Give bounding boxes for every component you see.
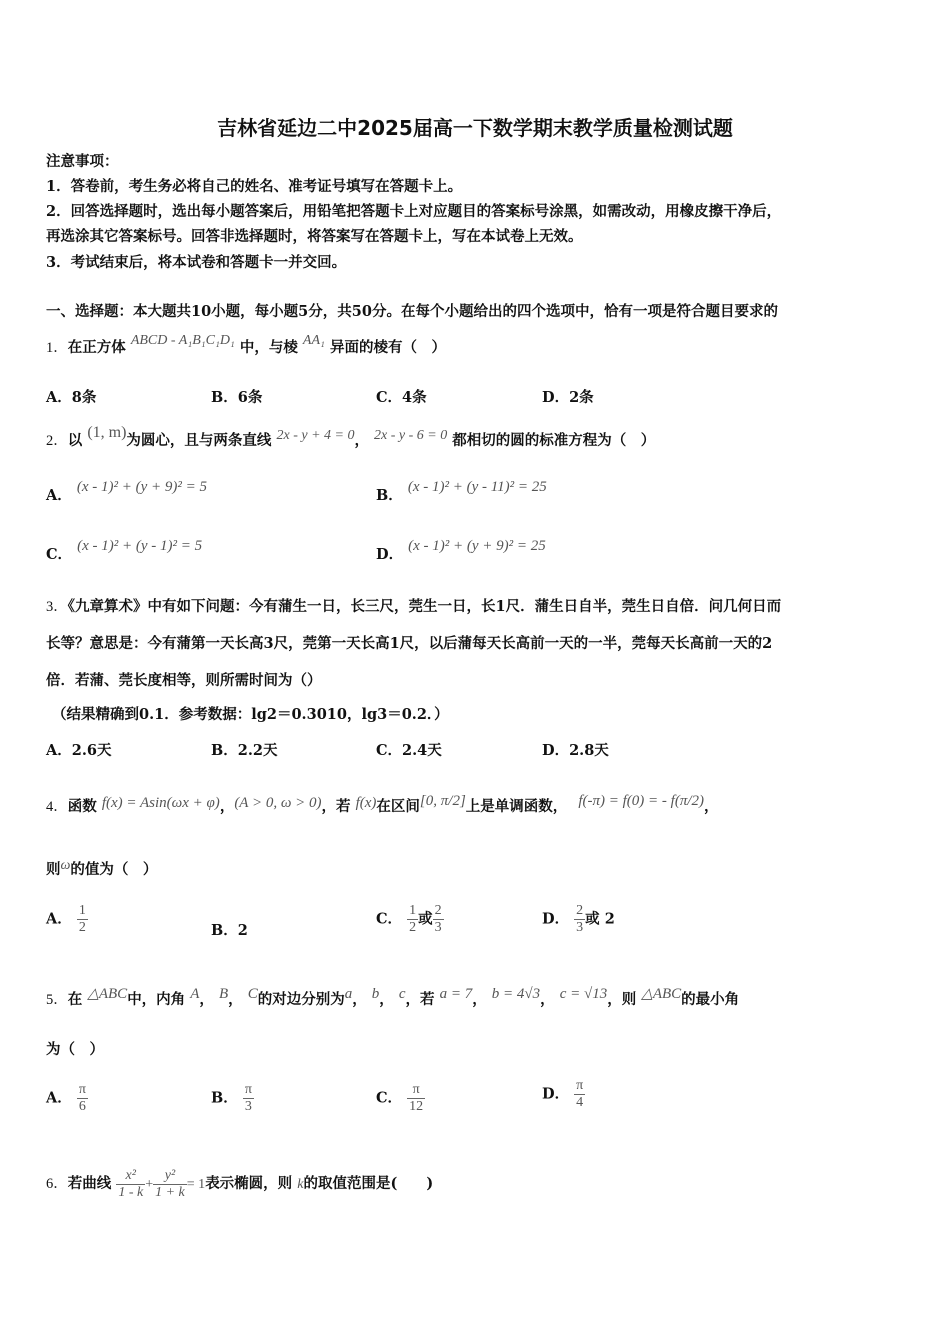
fraction (153, 1168, 187, 1201)
question-number: 1． (46, 340, 68, 356)
question-number: 5． (46, 992, 68, 1008)
q3-option-b: B．2.2天 (211, 742, 278, 759)
numerator: 1 (78, 903, 86, 918)
q4-text-2: ， (219, 798, 235, 815)
fraction (407, 903, 418, 936)
denominator: 2 (409, 920, 417, 935)
denominator: 4 (576, 1095, 584, 1110)
q5-text-1: 在 (67, 991, 83, 1008)
question-3-line-1 (46, 597, 781, 617)
q5-angle-b: B (218, 986, 229, 1002)
q4-equality-expr: f(-π) = f(0) = - f(π/2) (578, 793, 704, 809)
q4-text-6: ， (704, 798, 719, 815)
q1-option-c: C．4条 (376, 389, 427, 406)
comma: ， (228, 991, 243, 1008)
q6-text-1: 若曲线 (67, 1175, 112, 1192)
q1-text-2: 中，与棱 (239, 339, 298, 356)
q5-angle-c: C (247, 986, 258, 1002)
denominator: 1 - k (118, 1184, 144, 1200)
denominator: 1 + k (155, 1184, 185, 1200)
equals-one: = 1 (186, 1177, 206, 1192)
numerator: π (576, 1078, 584, 1093)
comma: ， (472, 991, 487, 1008)
option-label: B． (211, 922, 238, 939)
q4-text-7: 则 (46, 861, 61, 878)
option-label: C． (376, 910, 403, 928)
option-expr: (x - 1)² + (y - 11)² = 25 (407, 479, 547, 495)
option-value: 2 (237, 922, 248, 939)
fraction (243, 1082, 254, 1115)
q5-side-a: a (344, 986, 353, 1002)
option-label: D． (542, 910, 570, 928)
q2-text-1: 以 (67, 432, 83, 449)
option-label: A． (46, 487, 72, 504)
numerator: π (407, 1082, 425, 1099)
question-5 (46, 986, 740, 1010)
option-label: A． (46, 1089, 72, 1107)
q5-a-value: a = 7 (439, 986, 473, 1002)
q5-side-c: c (398, 986, 406, 1002)
q4-option-d (542, 903, 615, 936)
q4-option-c (376, 903, 444, 936)
plus-sign: + (145, 1177, 154, 1192)
q5-text-4: ，若 (405, 991, 435, 1008)
q1-cube-expr: ABCD - A₁B₁C₁D₁ (130, 333, 235, 348)
fraction (116, 1168, 145, 1201)
question-1 (46, 333, 446, 359)
fraction (574, 1078, 585, 1111)
q4-text-5: 上是单调函数， (465, 798, 568, 815)
notice-item-1: 1．答卷前，考生务必将自己的姓名、准考证号填写在答题卡上。 (46, 178, 463, 195)
q1-text-3: 异面的棱有（ ） (329, 339, 446, 356)
q4-option-a (46, 903, 88, 936)
q2-option-d (376, 538, 546, 564)
option-label: B． (211, 1089, 238, 1107)
numerator: π (78, 1082, 86, 1097)
section-heading: 一、选择题：本大题共10小题，每小题5分，共50分。在每个小题给出的四个选项中，恰有一项是符合题目要求的 (46, 303, 778, 320)
q2-center-expr: (1, m) (87, 424, 127, 441)
q4-condition-expr: (A > 0, ω > 0) (234, 795, 322, 811)
numerator: 2 (576, 903, 584, 918)
q5-triangle-expr: △ABC (87, 986, 128, 1002)
q5-text-3: 的对边分别为 (257, 991, 345, 1008)
question-5-line-2: 为（ ） (46, 1041, 104, 1058)
comma: ， (540, 991, 555, 1008)
denominator: 12 (409, 1099, 424, 1114)
q2-option-b (376, 479, 547, 505)
option-label: D． (376, 546, 404, 563)
q5-option-c (376, 1082, 425, 1115)
option-expr: (x - 1)² + (y + 9)² = 5 (76, 479, 207, 495)
q5-text-5: ，则 (607, 991, 637, 1008)
question-2 (46, 424, 656, 452)
question-6 (46, 1166, 433, 1203)
q3-text-1: 《九章算术》中有如下问题：今有蒲生一日，长三尺，莞生一日，长1尺．蒲生日自半，莞生日自倍．问几何日而 (67, 598, 782, 615)
question-4-line-2 (46, 860, 157, 881)
or-text: 或 (418, 910, 433, 928)
question-number: 3． (46, 599, 68, 615)
q5-option-a (46, 1082, 88, 1115)
numerator: y² (153, 1168, 187, 1185)
option-expr: (x - 1)² + (y - 1)² = 5 (77, 538, 203, 554)
option-label: A． (46, 910, 72, 928)
denominator: 3 (576, 920, 584, 935)
q1-text-1: 在正方体 (67, 339, 126, 356)
numerator: π (244, 1082, 252, 1097)
page-title: 吉林省延边二中2025届高一下数学期末教学质量检测试题 (217, 116, 733, 140)
question-number: 4． (46, 799, 68, 815)
q4-fx-expr: f(x) (355, 795, 377, 811)
q4-text-8: 的值为（ ） (70, 861, 158, 878)
notice-item-2-cont: 再选涂其它答案标号。回答非选择题时，将答案写在答题卡上，写在本试卷上无效。 (46, 228, 583, 245)
q5-angle-a: A (190, 986, 200, 1002)
q4-function-expr: f(x) = Asin(ωx + φ) (101, 795, 220, 811)
q1-option-b: B．6条 (211, 389, 263, 406)
q4-option-b (211, 919, 248, 940)
q6-text-3: 的取值范围是( ) (303, 1175, 434, 1192)
q2-text-2: 为圆心，且与两条直线 (126, 432, 272, 449)
option-expr: (x - 1)² + (y + 9)² = 25 (408, 538, 546, 554)
q5-side-b: b (371, 986, 380, 1002)
q5-c-value: c = √13 (559, 986, 608, 1002)
fraction (433, 903, 444, 936)
question-3-line-4: （结果精确到0.1．参考数据：lg2＝0.3010，lg3＝0.2．） (52, 706, 449, 723)
q4-text-3: ，若 (321, 798, 351, 815)
q6-text-2: 表示椭圆，则 (205, 1175, 293, 1192)
numerator: 2 (434, 903, 442, 918)
q1-edge-expr: AA₁ (302, 333, 325, 348)
q2-text-4: 都相切的圆的标准方程为（ ） (452, 432, 656, 449)
denominator: 3 (434, 920, 442, 935)
option-label: D． (542, 1085, 570, 1103)
q3-option-c: C．2.4天 (376, 742, 442, 759)
q5-triangle-expr-2: △ABC (641, 986, 682, 1002)
fraction (574, 903, 585, 936)
option-label: B． (376, 487, 403, 504)
notice-heading: 注意事项： (46, 153, 119, 170)
comma: ， (199, 991, 214, 1008)
q2-text-3: ， (354, 432, 369, 449)
question-number: 2． (46, 433, 68, 449)
q3-option-d: D．2.8天 (542, 742, 609, 759)
denominator: 6 (78, 1099, 86, 1114)
q1-option-d: D．2条 (542, 389, 594, 406)
q5-text-2: 中，内角 (127, 991, 186, 1008)
denominator: 3 (244, 1099, 252, 1114)
comma: ， (352, 991, 367, 1008)
q4-omega: ω (60, 858, 71, 873)
option-label: C． (376, 1089, 403, 1107)
question-3-line-2: 长等？意思是：今有蒲第一天长高3尺，莞第一天长高1尺，以后蒲每天长高前一天的一半，莞每天长高前一天的2 (46, 635, 773, 652)
q4-text-4: 在区间 (376, 798, 420, 815)
q2-option-a (46, 479, 207, 505)
question-number: 6． (46, 1176, 68, 1192)
fraction (407, 1082, 425, 1115)
q5-option-d (542, 1078, 585, 1111)
q4-interval-expr: [0, π/2] (419, 793, 466, 809)
option-label: C． (46, 546, 73, 563)
fraction (77, 1082, 88, 1115)
q5-b-value: b = 4√3 (491, 986, 541, 1002)
q6-k: k (297, 1177, 304, 1192)
numerator: 1 (409, 903, 417, 918)
notice-item-3: 3．考试结束后，将本试卷和答题卡一并交回。 (46, 254, 347, 271)
q5-text-6: 的最小角 (681, 991, 740, 1008)
comma: ， (379, 991, 394, 1008)
q5-option-b (211, 1082, 254, 1115)
numerator: x² (116, 1168, 145, 1185)
q2-option-c (46, 538, 203, 564)
q3-option-a: A．2.6天 (46, 742, 112, 759)
fraction (77, 903, 88, 936)
q2-line-2-expr: 2x - y - 6 = 0 (374, 428, 448, 443)
question-3-line-3: 倍．若蒲、莞长度相等，则所需时间为（） (46, 672, 322, 689)
q1-option-a: A．8条 (46, 389, 97, 406)
q2-line-1-expr: 2x - y + 4 = 0 (276, 428, 355, 443)
q4-text-1: 函数 (67, 798, 97, 815)
denominator: 2 (78, 920, 86, 935)
option-tail: 或 2 (585, 910, 615, 928)
notice-item-2: 2．回答选择题时，选出每小题答案后，用铅笔把答题卡上对应题目的答案标号涂黑，如需改动，用橡皮擦干净后， (46, 203, 782, 220)
question-4 (46, 793, 719, 817)
